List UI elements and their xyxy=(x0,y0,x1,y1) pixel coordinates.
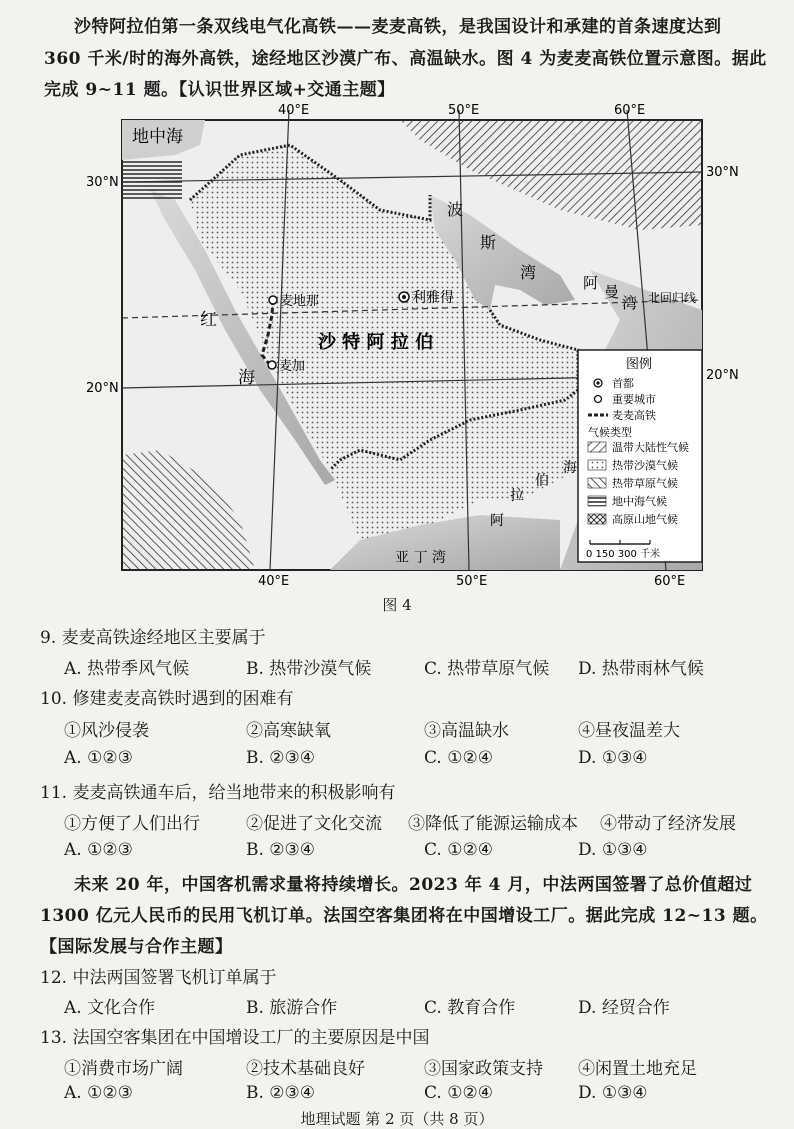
intro2-line-1: 未来 20 年，中国客机需求量将持续增长。2023 年 4 月，中法两国签署了总价值超过 xyxy=(74,875,753,895)
label-oman-3: 湾 xyxy=(622,294,638,312)
lon-bottom-40: 40°E xyxy=(258,574,290,589)
lon-top-50: 50°E xyxy=(448,103,480,118)
legend-climate-title: 气候类型 xyxy=(588,426,632,439)
q12-option-d[interactable]: D. 经贸合作 xyxy=(578,998,670,1018)
q13-item-4: ④闲置土地充足 xyxy=(578,1059,697,1079)
label-persian-3: 湾 xyxy=(520,263,537,282)
label-arabian-3: 伯 xyxy=(535,473,549,489)
intro2-line-2: 1300 亿元人民币的民用飞机订单。法国空客集团将在中国增设工厂。据此完成 12~13 题。 xyxy=(40,906,768,926)
question-9-stem: 9. 麦麦高铁途经地区主要属于 xyxy=(40,628,266,648)
q12-option-b[interactable]: B. 旅游合作 xyxy=(246,998,338,1018)
question-11-stem: 11. 麦麦高铁通车后，给当地带来的积极影响有 xyxy=(40,783,396,803)
q13-item-3: ③国家政策支持 xyxy=(424,1059,543,1079)
q11-item-3: ③降低了能源运输成本 xyxy=(408,814,578,834)
q12-option-a[interactable]: A. 文化合作 xyxy=(64,998,156,1018)
label-red-sea-2: 海 xyxy=(238,368,255,388)
label-oman-2: 曼 xyxy=(604,283,620,301)
q11-item-1: ①方便了人们出行 xyxy=(64,814,200,834)
question-13-stem: 13. 法国空客集团在中国增设工厂的主要原因是中国 xyxy=(40,1028,430,1048)
lon-top-60: 60°E xyxy=(614,103,646,118)
mediterranean-climate-area xyxy=(122,160,182,200)
q9-option-b[interactable]: B. 热带沙漠气候 xyxy=(246,659,372,679)
legend-climate-4: 地中海气候 xyxy=(612,495,667,508)
page-footer: 地理试题 第 2 页（共 8 页） xyxy=(300,1110,494,1128)
label-saudi: 沙 特 阿 拉 伯 xyxy=(318,332,434,353)
legend-scale: 0 150 300 千米 xyxy=(586,549,661,560)
label-red-sea-1: 红 xyxy=(200,310,217,330)
q10-option-d[interactable]: D. ①③④ xyxy=(578,748,648,768)
q11-option-b[interactable]: B. ②③④ xyxy=(246,840,316,860)
question-10-stem: 10. 修建麦麦高铁时遇到的困难有 xyxy=(40,689,294,709)
q13-option-b[interactable]: B. ②③④ xyxy=(246,1083,316,1103)
q10-item-2: ②高寒缺氧 xyxy=(246,721,331,741)
label-aden: 亚 丁 湾 xyxy=(395,550,446,566)
legend-city: 重要城市 xyxy=(612,393,656,406)
label-arabian-4: 海 xyxy=(563,460,577,476)
q10-item-3: ③高温缺水 xyxy=(424,721,509,741)
q10-option-c[interactable]: C. ①②④ xyxy=(424,748,493,768)
q11-option-a[interactable]: A. ①②③ xyxy=(64,840,133,860)
lat-right-20: 20°N xyxy=(706,368,739,383)
legend-title: 图例 xyxy=(626,357,653,372)
q13-item-2: ②技术基础良好 xyxy=(246,1059,365,1079)
label-mecca: 麦加 xyxy=(279,359,306,374)
lat-left-20: 20°N xyxy=(86,381,119,396)
q13-item-1: ①消费市场广阔 xyxy=(64,1059,183,1079)
label-arabian-2: 拉 xyxy=(510,488,524,504)
legend-railway: 麦麦高铁 xyxy=(612,409,656,422)
label-medina: 麦地那 xyxy=(280,294,320,309)
city-marker-mecca xyxy=(268,361,276,369)
q12-option-c[interactable]: C. 教育合作 xyxy=(424,998,516,1018)
lon-bottom-50: 50°E xyxy=(456,574,488,589)
q11-option-d[interactable]: D. ①③④ xyxy=(578,840,648,860)
q10-option-a[interactable]: A. ①②③ xyxy=(64,748,133,768)
lon-top-40: 40°E xyxy=(278,103,310,118)
map-legend xyxy=(578,350,702,562)
q13-option-a[interactable]: A. ①②③ xyxy=(64,1083,133,1103)
q10-option-b[interactable]: B. ②③④ xyxy=(246,748,316,768)
intro-line-3: 完成 9~11 题。【认识世界区域+交通主题】 xyxy=(44,80,395,100)
legend-climate-5: 高原山地气候 xyxy=(612,513,678,526)
figure-caption: 图 4 xyxy=(382,596,412,614)
q11-item-2: ②促进了文化交流 xyxy=(246,814,382,834)
q13-option-d[interactable]: D. ①③④ xyxy=(578,1083,648,1103)
lon-bottom-60: 60°E xyxy=(654,574,686,589)
label-arabian-1: 阿 xyxy=(490,513,504,529)
q11-option-c[interactable]: C. ①②④ xyxy=(424,840,493,860)
q10-item-4: ④昼夜温差大 xyxy=(578,721,680,741)
q10-item-1: ①风沙侵袭 xyxy=(64,721,149,741)
label-persian-2: 斯 xyxy=(480,233,497,252)
q13-option-c[interactable]: C. ①②④ xyxy=(424,1083,493,1103)
legend-climate-3: 热带草原气候 xyxy=(612,477,678,490)
intro2-line-3: 【国际发展与合作主题】 xyxy=(40,937,233,957)
q9-option-c[interactable]: C. 热带草原气候 xyxy=(424,659,550,679)
label-persian-1: 波 xyxy=(447,200,464,219)
label-mediterranean: 地中海 xyxy=(132,127,183,147)
label-riyadh: 利雅得 xyxy=(412,290,454,306)
legend-capital: 首都 xyxy=(612,377,634,390)
intro-line-1: 沙特阿拉伯第一条双线电气化高铁——麦麦高铁，是我国设计和承建的首条速度达到 xyxy=(74,17,722,37)
city-marker-medina xyxy=(269,296,277,304)
question-12-stem: 12. 中法两国签署飞机订单属于 xyxy=(40,968,277,988)
intro-line-2: 360 千米/时的海外高铁，途经地区沙漠广布、高温缺水。图 4 为麦麦高铁位置示意图。据此 xyxy=(44,49,767,69)
lat-left-30: 30°N xyxy=(86,175,119,190)
label-tropic: 北回归线 xyxy=(648,291,697,305)
q11-item-4: ④带动了经济发展 xyxy=(600,814,736,834)
map-figure xyxy=(0,100,794,600)
label-oman-1: 阿 xyxy=(583,274,599,292)
q9-option-d[interactable]: D. 热带雨林气候 xyxy=(578,659,704,679)
lat-right-30: 30°N xyxy=(706,165,739,180)
legend-climate-2: 热带沙漠气候 xyxy=(612,459,678,472)
legend-climate-1: 温带大陆性气候 xyxy=(612,441,689,454)
q9-option-a[interactable]: A. 热带季风气候 xyxy=(64,659,190,679)
